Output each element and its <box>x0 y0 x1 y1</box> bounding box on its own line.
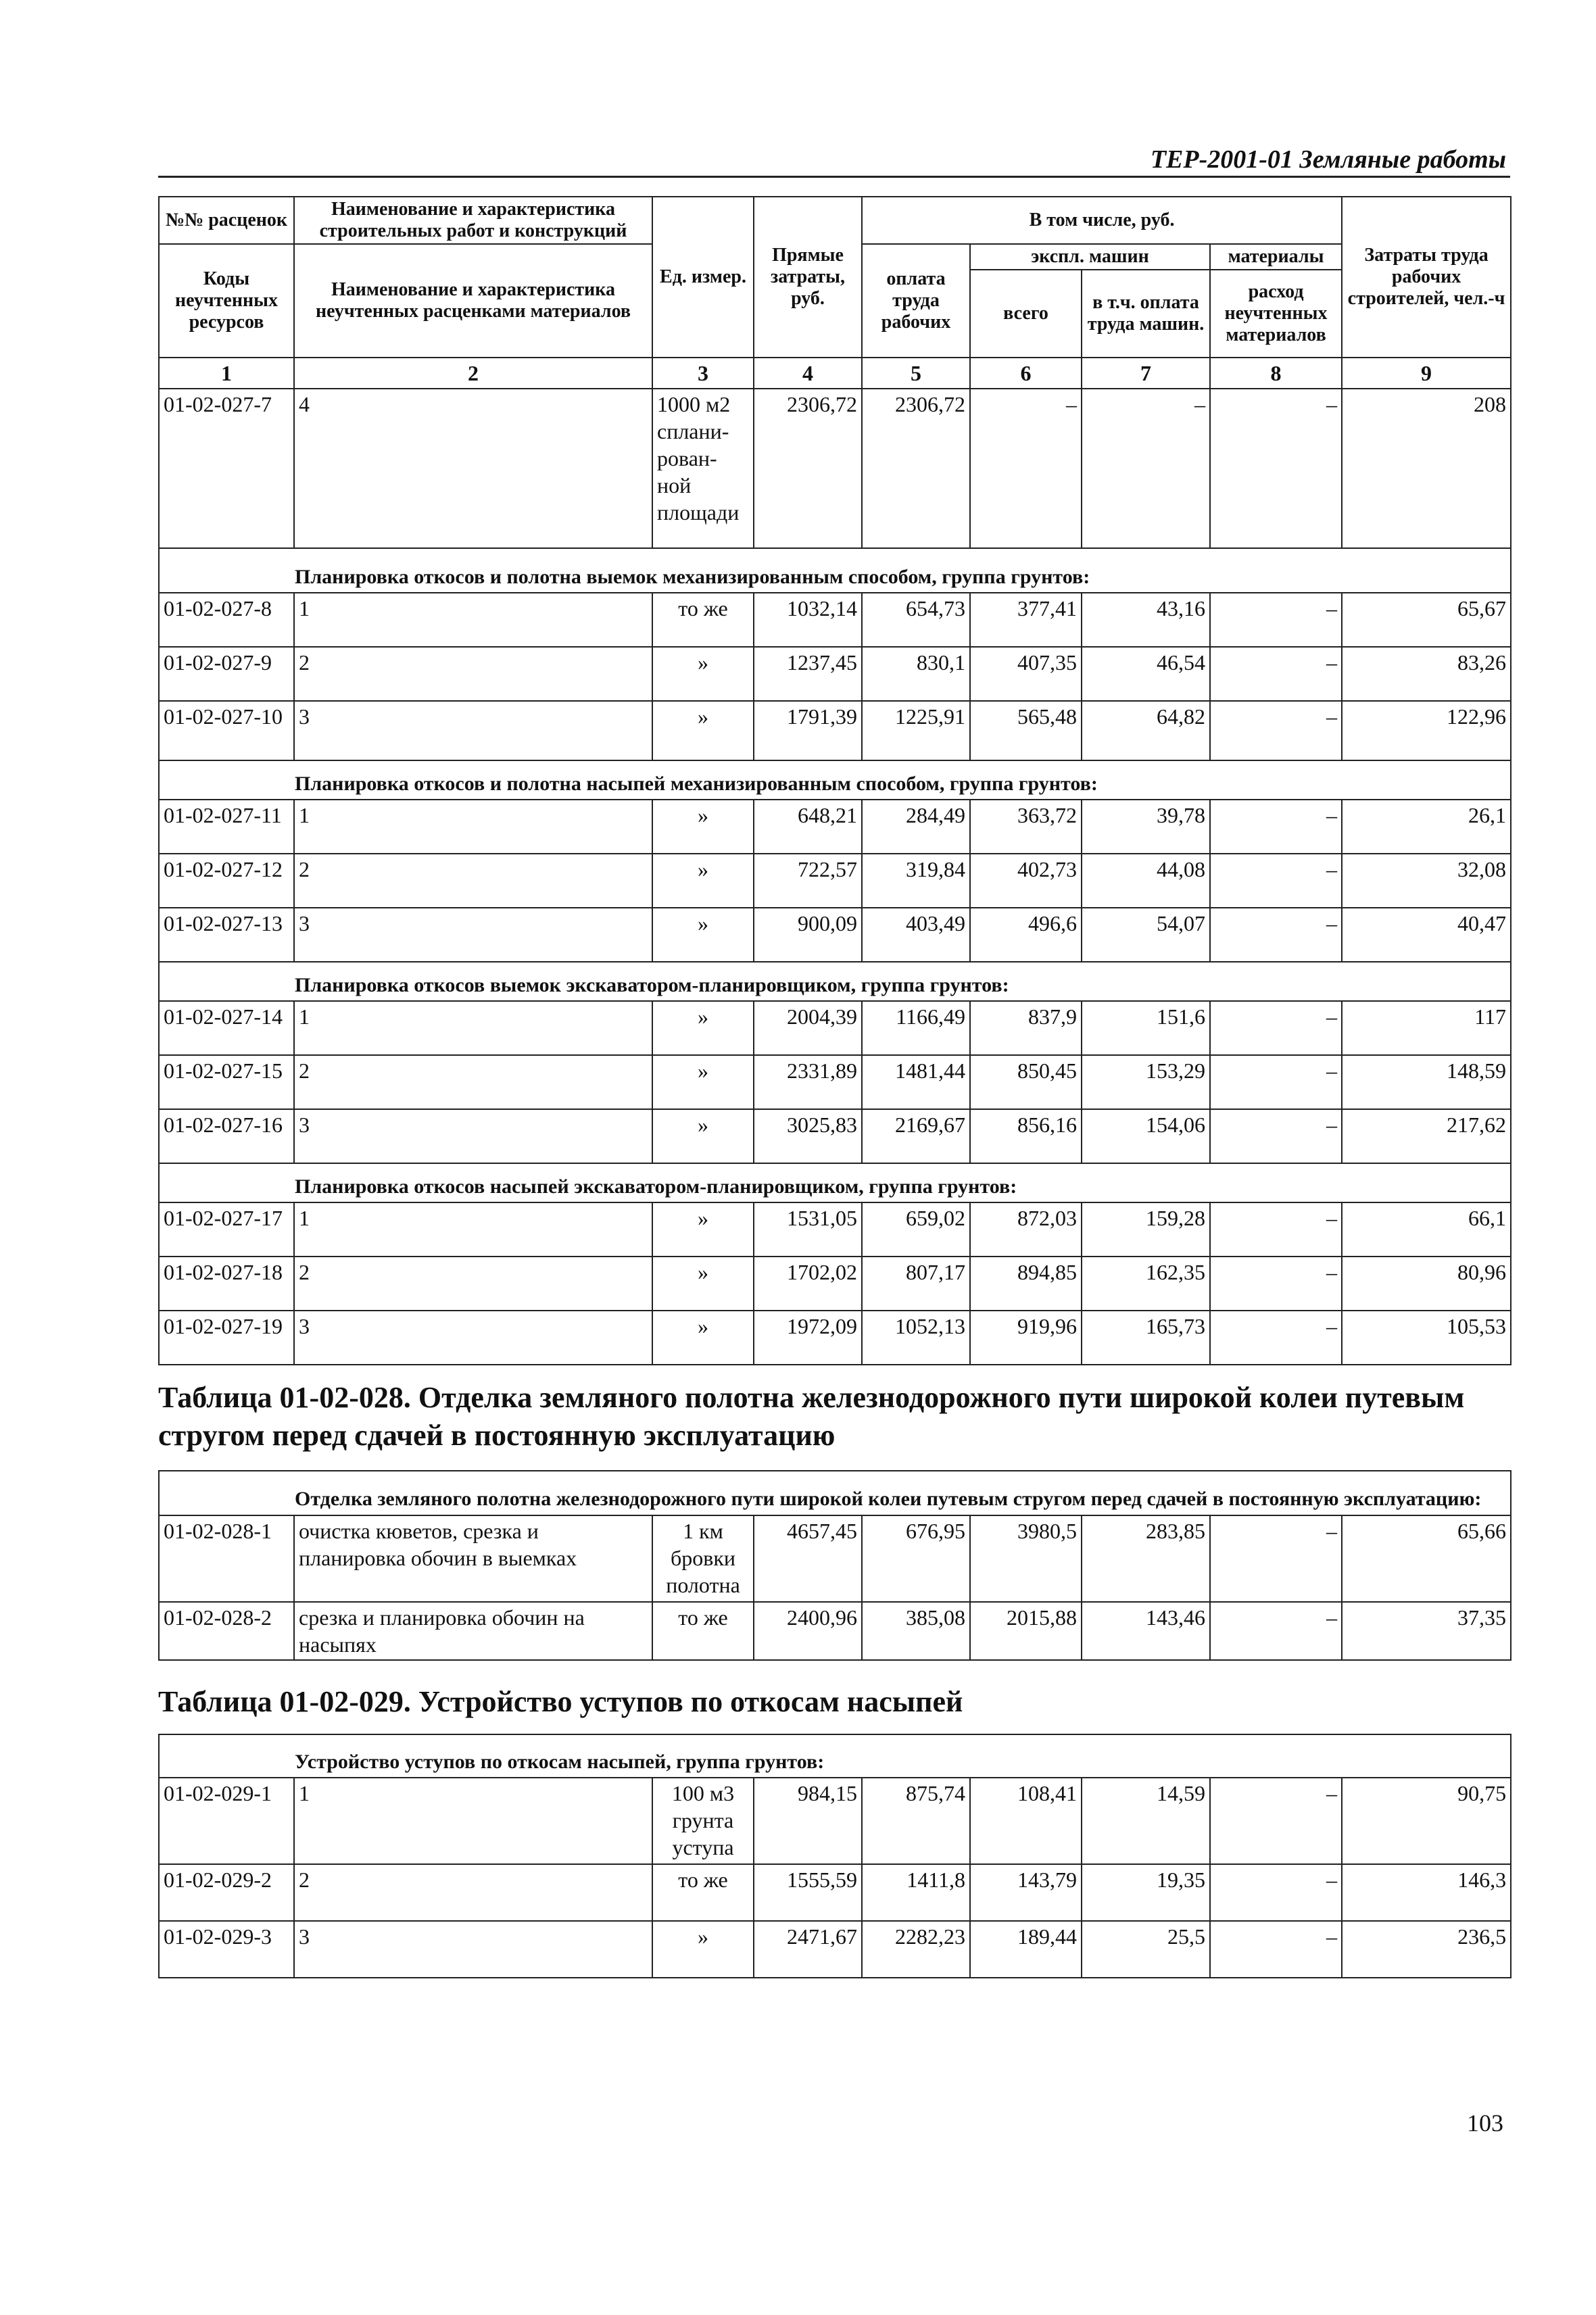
table-row: 01-02-027-19 3 » 1972,09 1052,13 919,96 165,73 – 105,53 <box>159 1311 1511 1365</box>
table-row: 01-02-027-11 1 » 648,21 284,49 363,72 39,78 – 26,1 <box>159 800 1511 854</box>
header-title: ТЕР-2001-01 Земляные работы <box>1150 145 1506 174</box>
table-row: 01-02-027-16 3 » 3025,83 2169,67 856,16 154,06 – 217,62 <box>159 1109 1511 1163</box>
table-028-caption: Таблица 01-02-028. Отделка земляного полотна железнодорожного пути широкой колеи путевым стругом перед сдачей в постоянную эксплуатацию <box>158 1381 1465 1452</box>
page-header <box>158 143 1510 178</box>
column-numbers-row: 1 2 3 4 5 6 7 8 9 <box>159 358 1511 389</box>
table-row: 01-02-027-12 2 » 722,57 319,84 402,73 44,08 – 32,08 <box>159 854 1511 908</box>
table-row: 01-02-027-8 1 то же 1032,14 654,73 377,41 43,16 – 65,67 <box>159 593 1511 647</box>
table-row: 01-02-027-9 2 » 1237,45 830,1 407,35 46,54 – 83,26 <box>159 647 1511 701</box>
col-material-name: Наименование и характеристика неучтенных расценками материалов <box>294 244 652 358</box>
table-row: 01-02-027-17 1 » 1531,05 659,02 872,03 159,28 – 66,1 <box>159 1202 1511 1257</box>
table-row: 01-02-029-2 2 то же 1555,59 1411,8 143,79 19,35 – 146,3 <box>159 1864 1511 1921</box>
table-row: 01-02-027-10 3 » 1791,39 1225,91 565,48 64,82 – 122,96 <box>159 701 1511 760</box>
rates-table <box>158 196 1512 1365</box>
table-row: 01-02-028-2 срезка и планировка обочин на насыпях то же 2400,96 385,08 2015,88 143,46 – 37,35 <box>159 1602 1511 1660</box>
col-labor-hours: Затраты труда рабочих строителей, чел.-ч <box>1342 197 1511 358</box>
col-machines: экспл. машин <box>970 244 1210 270</box>
col-machine-wages: в т.ч. оплата труда машин. <box>1082 270 1210 358</box>
table-row: 01-02-027-7 4 1000 м2 сплани-рован-ной площади 2306,72 2306,72 – – – 208 <box>159 389 1511 548</box>
table-row: 01-02-027-18 2 » 1702,02 807,17 894,85 162,35 – 80,96 <box>159 1257 1511 1311</box>
group-header: Устройство уступов по откосам насыпей, группа грунтов: <box>159 1734 1511 1778</box>
col-unit: Ед. измер. <box>652 197 754 358</box>
table-row: 01-02-029-1 1 100 м3 грунта уступа 984,15 875,74 108,41 14,59 – 90,75 <box>159 1778 1511 1864</box>
col-wages: оплата труда рабочих <box>862 244 970 358</box>
page-number: 103 <box>1467 2110 1503 2137</box>
table-row: 01-02-027-15 2 » 2331,89 1481,44 850,45 153,29 – 148,59 <box>159 1055 1511 1109</box>
table-row: 01-02-029-3 3 » 2471,67 2282,23 189,44 25,5 – 236,5 <box>159 1921 1511 1978</box>
col-work-name: Наименование и характеристика строительных работ и конструкций <box>294 197 652 244</box>
col-direct-costs: Прямые затраты, руб. <box>754 197 862 358</box>
col-rate-no: №№ расценок <box>159 197 294 244</box>
table-row: 01-02-027-13 3 » 900,09 403,49 496,6 54,07 – 40,47 <box>159 908 1511 962</box>
table-row: 01-02-028-1 очистка кюветов, срезка и планировка обочин в выемках 1 км бровки полотна 4657,45 676,95 3980,5 283,85 – 65,66 <box>159 1515 1511 1602</box>
group-header: Планировка откосов и полотна насыпей механизированным способом, группа грунтов: <box>159 760 1511 800</box>
group-header: Планировка откосов и полотна выемок механизированным способом, группа грунтов: <box>159 548 1511 593</box>
group-header: Планировка откосов выемок экскаватором-планировщиком, группа грунтов: <box>159 962 1511 1001</box>
col-resource-codes: Коды неучтенных ресурсов <box>159 244 294 358</box>
col-materials: материалы <box>1210 244 1342 270</box>
col-including: В том числе, руб. <box>862 197 1342 244</box>
table-028 <box>158 1470 1512 1661</box>
group-header: Отделка земляного полотна железнодорожного пути широкой колеи путевым стругом перед сдачей в постоянную эксплуатацию: <box>159 1471 1511 1515</box>
group-header: Планировка откосов насыпей экскаватором-планировщиком, группа грунтов: <box>159 1163 1511 1202</box>
table-029-caption: Таблица 01-02-029. Устройство уступов по откосам насыпей <box>158 1685 963 1718</box>
col-material-use: расход неучтенных материалов <box>1210 270 1342 358</box>
col-machines-total: всего <box>970 270 1082 358</box>
table-029 <box>158 1734 1512 1978</box>
table-row: 01-02-027-14 1 » 2004,39 1166,49 837,9 151,6 – 117 <box>159 1001 1511 1055</box>
